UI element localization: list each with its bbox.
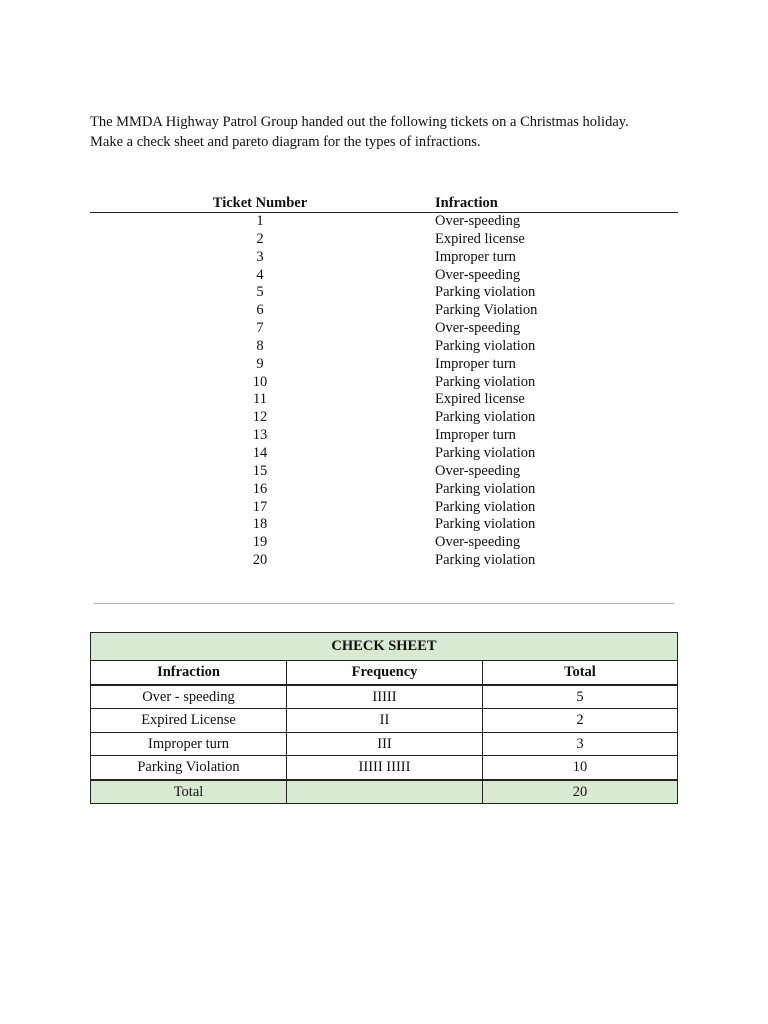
ticket-infraction: Expired license <box>435 391 525 408</box>
total-frequency <box>287 780 483 804</box>
table-row <box>90 499 678 517</box>
check-total: 10 <box>483 756 678 780</box>
ticket-infraction: Expired license <box>435 230 525 247</box>
problem-line-1: The MMDA Highway Patrol Group handed out the following tickets on a Christmas holiday. <box>90 114 629 130</box>
ticket-infraction: Improper turn <box>435 248 516 265</box>
ticket-infraction: Parking violation <box>435 480 536 497</box>
ticket-number: 3 <box>256 248 264 265</box>
check-infraction: Parking Violation <box>91 756 287 780</box>
check-infraction: Expired License <box>91 709 287 733</box>
table-row <box>91 709 678 733</box>
ticket-infraction: Parking violation <box>435 409 536 426</box>
ticket-infraction: Parking violation <box>435 498 536 515</box>
ticket-infraction: Over-speeding <box>435 462 521 479</box>
ticket-number: 6 <box>256 302 264 319</box>
ticket-infraction: Parking violation <box>435 444 536 461</box>
ticket-number: 17 <box>252 498 268 515</box>
ticket-number: 7 <box>256 320 264 337</box>
ticket-number: 2 <box>256 230 264 247</box>
table-row <box>90 231 678 249</box>
check-total-header: Total <box>483 661 678 685</box>
ticket-table-header <box>90 194 678 213</box>
table-row <box>90 463 678 481</box>
table-row <box>90 552 678 570</box>
ticket-infraction: Improper turn <box>435 355 516 372</box>
check-total: 2 <box>483 709 678 733</box>
table-row <box>90 284 678 302</box>
ticket-number: 13 <box>252 427 268 444</box>
section-divider <box>94 603 674 604</box>
problem-line-2: Make a check sheet and pareto diagram for the types of infractions. <box>90 134 481 150</box>
table-row <box>90 356 678 374</box>
table-row <box>91 756 678 780</box>
ticket-infraction: Over-speeding <box>435 213 521 229</box>
tally-marks: IIIII <box>287 685 483 709</box>
tally-marks: II <box>287 709 483 733</box>
check-frequency-header: Frequency <box>287 661 483 685</box>
ticket-number: 16 <box>252 480 268 497</box>
table-row <box>90 534 678 552</box>
table-row <box>90 374 678 392</box>
ticket-infraction: Over-speeding <box>435 320 521 337</box>
ticket-infraction: Improper turn <box>435 427 516 444</box>
ticket-infraction: Over-speeding <box>435 534 521 551</box>
ticket-number: 8 <box>256 337 264 354</box>
check-infraction-header: Infraction <box>91 661 287 685</box>
ticket-table <box>90 194 678 570</box>
table-row <box>90 391 678 409</box>
ticket-number: 11 <box>253 391 267 408</box>
ticket-number: 1 <box>256 213 264 229</box>
problem-statement <box>90 112 678 152</box>
table-row <box>90 302 678 320</box>
table-row <box>90 516 678 534</box>
ticket-number: 4 <box>256 266 264 283</box>
check-total: 5 <box>483 685 678 709</box>
check-sheet-table <box>90 632 678 804</box>
ticket-table-body <box>90 213 678 570</box>
ticket-number: 19 <box>252 534 268 551</box>
check-sheet-title-row <box>91 633 678 661</box>
ticket-number-header: Ticket Number <box>90 194 430 213</box>
table-row <box>90 338 678 356</box>
ticket-number: 15 <box>252 462 268 479</box>
ticket-infraction: Over-speeding <box>435 266 521 283</box>
ticket-number: 5 <box>256 284 264 301</box>
ticket-infraction: Parking Violation <box>435 302 538 319</box>
table-row <box>90 427 678 445</box>
table-row <box>90 409 678 427</box>
ticket-infraction: Parking violation <box>435 552 536 569</box>
ticket-number: 12 <box>252 409 268 426</box>
ticket-number: 14 <box>252 444 268 461</box>
table-row <box>91 732 678 756</box>
ticket-infraction: Parking violation <box>435 516 536 533</box>
table-row <box>90 213 678 231</box>
check-infraction: Over - speeding <box>91 685 287 709</box>
table-row <box>90 481 678 499</box>
table-row <box>90 249 678 267</box>
grand-total: 20 <box>483 780 678 804</box>
check-infraction: Improper turn <box>91 732 287 756</box>
ticket-number: 9 <box>256 355 264 372</box>
ticket-number: 18 <box>252 516 268 533</box>
check-total: 3 <box>483 732 678 756</box>
tally-marks: IIIII IIIII <box>287 756 483 780</box>
table-row <box>91 685 678 709</box>
ticket-number: 20 <box>252 552 268 569</box>
ticket-infraction: Parking violation <box>435 284 536 301</box>
ticket-number: 10 <box>252 373 268 390</box>
infraction-header: Infraction <box>430 194 678 213</box>
check-sheet-header-row <box>91 661 678 685</box>
ticket-infraction: Parking violation <box>435 373 536 390</box>
table-row <box>90 267 678 285</box>
tally-marks: III <box>287 732 483 756</box>
total-label: Total <box>91 780 287 804</box>
check-sheet-total-row <box>91 780 678 804</box>
ticket-infraction: Parking violation <box>435 337 536 354</box>
table-row <box>90 445 678 463</box>
table-row <box>90 320 678 338</box>
check-sheet-title: CHECK SHEET <box>91 633 678 661</box>
